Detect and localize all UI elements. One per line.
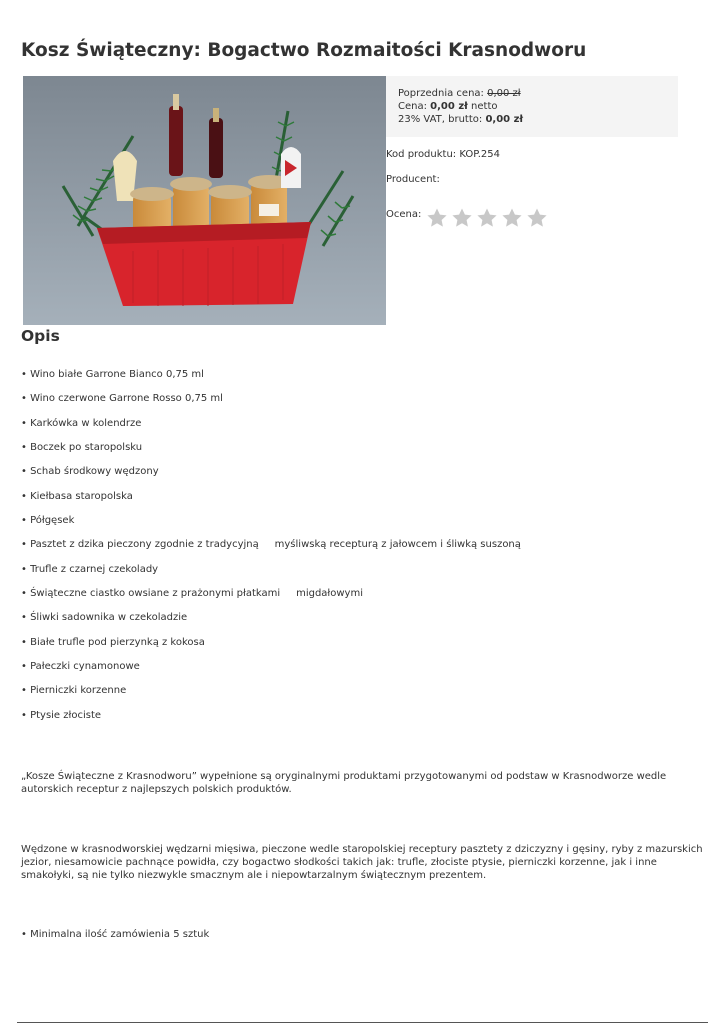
description-list-item: • Boczek po staropolsku	[21, 442, 143, 454]
net-price-value: 0,00 zł	[430, 101, 468, 112]
star-icon[interactable]	[451, 207, 473, 229]
description-list-item: • Pałeczki cynamonowe	[21, 661, 140, 673]
star-icon[interactable]	[476, 207, 498, 229]
product-image-illustration	[23, 76, 386, 325]
description-list-item: • Pasztet z dzika pieczony zgodnie z tradycyjną myśliwską recepturą z jałowcem i śliwką suszoną	[21, 539, 521, 551]
description-list-item: • Trufle z czarnej czekolady	[21, 563, 159, 575]
price-box	[386, 76, 678, 137]
description-list-item: • Półgęsek	[21, 515, 75, 527]
description-list-item: • Pierniczki korzenne	[21, 685, 127, 697]
description-list-item: • Białe trufle pod pierzynką z kokosa	[21, 636, 205, 648]
producer-label: Producent:	[386, 174, 440, 185]
gross-price-value: 0,00 zł	[485, 114, 524, 125]
previous-price	[398, 87, 678, 100]
description-list-item: • Karkówka w kolendrze	[21, 417, 142, 429]
description-list-item: • Ptysie złociste	[21, 709, 102, 721]
rating-label: Ocena:	[386, 209, 422, 220]
description-list-item: • Śliwki sadownika w czekoladzie	[21, 612, 188, 624]
description-paragraph-1: „Kosze Świąteczne z Krasnodworu” wypełnione są oryginalnymi produktami przygotowanymi od podstaw w Krasnodworze wedle autorskich receptur z najlepszych polskich produktów.	[21, 771, 667, 795]
minimum-order-note: • Minimalna ilość zamówienia 5 sztuk	[21, 929, 210, 940]
gross-price	[398, 113, 678, 126]
description-list-item: • Schab środkowy wędzony	[21, 466, 159, 478]
description-list-item: • Wino czerwone Garrone Rosso 0,75 ml	[21, 393, 223, 405]
product-image[interactable]	[23, 76, 386, 325]
star-icon[interactable]	[426, 207, 448, 229]
product-code-label: Kod produktu:	[386, 149, 457, 160]
description-paragraph-2: Wędzone w krasnodworskiej wędzarni mięsiwa, pieczone wedle staropolskiej receptury pasztety z dziczyzny i gęsiny, ryby z mazurskich jezior, niesamowicie pachnące powidła, czy bogactwo słodkości takich jak: trufle, złociste ptysie, pierniczki korzenne, jak i inne smakołyki, są nie tylko niezwykle smacznym ale i niepowtarzalnym świątecznym prezentem.	[21, 844, 703, 881]
description-list-item: • Wino białe Garrone Bianco 0,75 ml	[21, 369, 204, 380]
description-heading: Opis	[21, 327, 60, 345]
star-icon[interactable]	[501, 207, 523, 229]
description-list-item: • Kiełbasa staropolska	[21, 490, 133, 502]
description-list-item: • Świąteczne ciastko owsiane z prażonymi płatkami migdałowymi	[21, 588, 363, 600]
star-icon[interactable]	[526, 207, 548, 229]
description-list	[21, 368, 521, 733]
rating-stars[interactable]	[426, 207, 548, 229]
page-title: Kosz Świąteczny: Bogactwo Rozmaitości Krasnodworu	[21, 40, 587, 61]
footer-divider	[17, 1022, 708, 1023]
net-price	[398, 100, 678, 113]
gross-price-label: 23% VAT, brutto:	[398, 114, 483, 125]
net-price-label: Cena:	[398, 101, 427, 112]
product-code	[386, 149, 500, 160]
net-price-suffix: netto	[471, 101, 498, 112]
previous-price-value: 0,00 zł	[487, 88, 521, 99]
product-code-value: KOP.254	[459, 149, 500, 160]
previous-price-label: Poprzednia cena:	[398, 88, 484, 99]
